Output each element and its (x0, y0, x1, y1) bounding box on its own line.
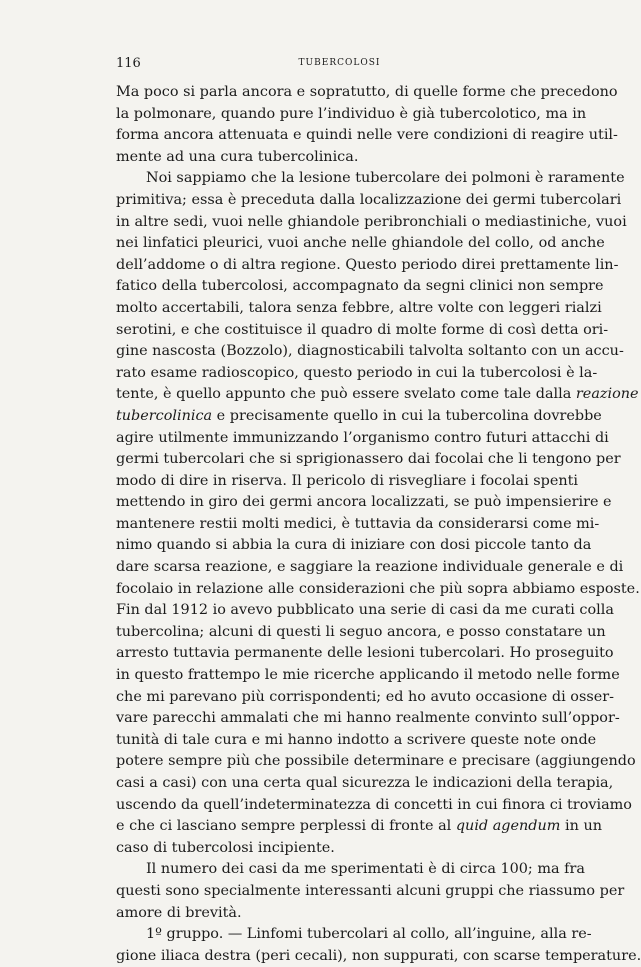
text-line: mente ad una cura tubercolinica. (116, 148, 359, 165)
text-line: forma ancora attenuata e quindi nelle vere condizioni di reagire util- (116, 127, 618, 144)
text-line: nimo quando si abbia la cura di iniziare con dosi piccole tanto da (116, 537, 592, 554)
italic-phrase: quid agendum (455, 818, 561, 835)
text-line: caso di tubercolosi incipiente. (116, 839, 335, 856)
text-line: gione iliaca destra (peri cecali), non suppurati, con scarse temperature. (116, 947, 641, 964)
text-segment: e precisamente quello in cui la tubercolina dovrebbe (212, 407, 602, 424)
text-line: Il numero dei casi da me sperimentati è di circa 100; ma fra (146, 861, 585, 878)
text-line: Noi sappiamo che la lesione tubercolare dei polmoni è raramente (146, 170, 625, 187)
text-line: Fin dal 1912 io avevo pubblicato una serie di casi da me curati colla (116, 602, 614, 619)
text-line: 1º gruppo. — Linfomi tubercolari al collo, all’inguine, alla re- (146, 926, 592, 943)
body-text (116, 82, 641, 967)
text-line: dell’addome o di altra regione. Questo periodo direi prettamente lin- (116, 256, 619, 273)
text-line: rato esame radioscopico, questo periodo in cui la tubercolosi è la- (116, 364, 598, 381)
text-line: arresto tuttavia permanente delle lesioni tubercolari. Ho proseguito (116, 645, 614, 662)
text-line: tunità di tale cura e mi hanno indotto a scrivere queste note onde (116, 731, 597, 748)
text-line: Ma poco si parla ancora e sopratutto, di quelle forme che precedono (116, 84, 618, 100)
text-line: nei linfatici pleurici, vuoi anche nelle ghiandole del collo, od anche (116, 235, 605, 252)
text-line: mantenere restii molti medici, è tuttavia da considerarsi come mi- (116, 515, 600, 532)
text-line: potere sempre più che possibile determinare e precisare (aggiungendo (116, 753, 636, 770)
italic-phrase: tubercolinica (116, 407, 213, 424)
text-line: in altre sedi, vuoi nelle ghiandole peribronchiali o mediastiniche, vuoi (116, 213, 627, 230)
text-line: serotini, e che costituisce il quadro di molte forme di così detta ori- (116, 321, 609, 338)
page-number: 116 (116, 56, 141, 71)
text-line: questi sono specialmente interessanti alcuni gruppi che riassumo per (116, 882, 625, 899)
text-line: vare parecchi ammalati che mi hanno realmente convinto sull’oppor- (116, 710, 620, 727)
text-line: tubercolina; alcuni di questi li seguo ancora, e posso constatare un (116, 623, 606, 640)
text-line (116, 406, 602, 428)
text-line: dare scarsa reazione, e saggiare la reazione individuale generale e di (116, 559, 624, 576)
text-line: uscendo da quell’indeterminatezza di concetti in cui finora ci troviamo (116, 796, 632, 813)
text-segment: e che ci lasciano sempre perplessi di fronte al (116, 818, 456, 835)
text-line: gine nascosta (Bozzolo), diagnosticabili talvolta soltanto con un accu- (116, 343, 624, 360)
text-line: germi tubercolari che si sprigionassero dai focolai che li tengono per (116, 451, 621, 468)
text-line: modo di dire in riserva. Il pericolo di risvegliare i focolai spenti (116, 472, 579, 489)
text-line (116, 384, 639, 406)
text-line: casi a casi) con una certa qual sicurezza le indicazioni della terapia, (116, 775, 614, 791)
italic-phrase: reazione (575, 386, 639, 403)
page-header (116, 56, 563, 74)
text-line: che mi parevano più corrispondenti; ed ho avuto occasione di osser- (116, 688, 614, 705)
text-line: agire utilmente immunizzando l’organismo contro futuri attacchi di (116, 429, 609, 446)
text-line: la polmonare, quando pure l’individuo è già tubercolotico, ma in (116, 105, 587, 122)
text-line: fatico della tubercolosi, accompagnato da segni clinici non sempre (116, 278, 604, 295)
text-line (116, 816, 602, 838)
text-segment: in un (560, 818, 602, 835)
text-line: mettendo in giro dei germi ancora localizzati, se può impensierire e (116, 494, 612, 511)
text-segment: tente, è quello appunto che può essere svelato come tale dalla (116, 386, 576, 403)
text-line: molto accertabili, talora senza febbre, altre volte con leggeri rialzi (116, 299, 602, 316)
text-line: amore di brevità. (116, 904, 242, 921)
running-title: TUBERCOLOSI (298, 58, 381, 68)
text-line: focolaio in relazione alle considerazioni che più sopra abbiamo esposte. (116, 580, 640, 597)
text-line: in questo frattempo le mie ricerche applicando il metodo nelle forme (116, 667, 620, 684)
text-line: primitiva; essa è preceduta dalla localizzazione dei germi tubercolari (116, 191, 622, 208)
